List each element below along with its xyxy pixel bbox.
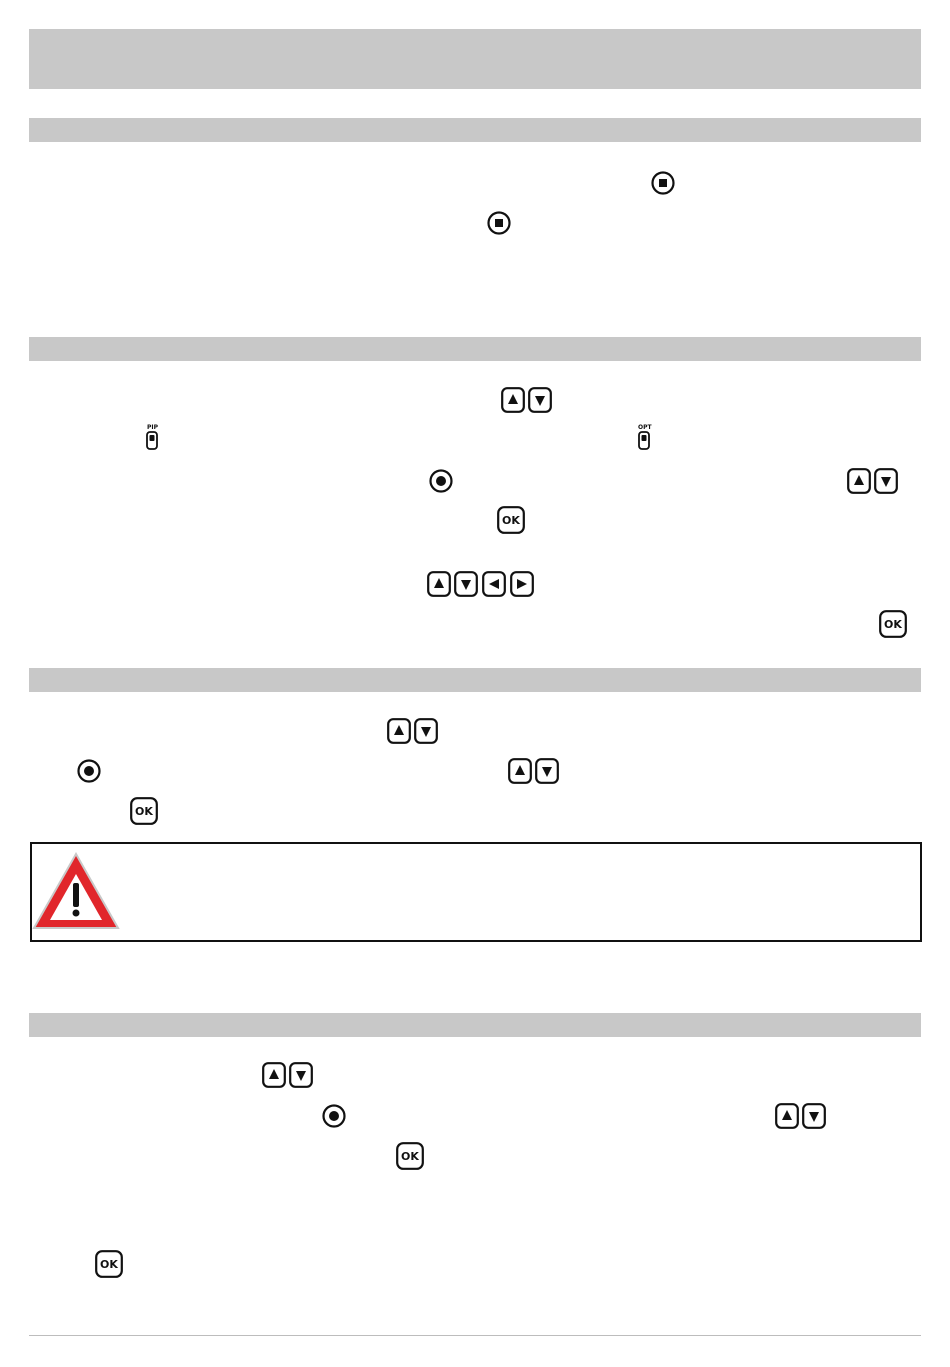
pip-key-label: PIP: [147, 424, 159, 431]
opt-key-label: OPT: [638, 424, 652, 431]
warning-box: [30, 842, 922, 942]
section-bar-1: [29, 118, 921, 142]
pip-key-icon: [146, 424, 160, 454]
footer-rule: [29, 1335, 921, 1336]
record-button-icon: [322, 1104, 346, 1128]
ok-key-icon: [130, 797, 158, 825]
opt-key-icon: [638, 424, 652, 454]
section-bar-2: [29, 337, 921, 361]
section-bar-3: [29, 668, 921, 692]
up-down-arrow-keys-icon: [508, 758, 562, 785]
stop-button-icon: [487, 211, 511, 235]
stop-button-icon: [651, 171, 675, 195]
ok-key-icon: [396, 1142, 424, 1170]
up-down-arrow-keys-icon: [262, 1062, 316, 1089]
ok-key-label: OK: [401, 1150, 419, 1163]
record-button-icon: [77, 759, 101, 783]
ok-key-label: OK: [100, 1258, 118, 1271]
record-button-icon: [429, 469, 453, 493]
section-bar-4: [29, 1013, 921, 1037]
warning-triangle-icon: [32, 850, 120, 930]
up-down-arrow-keys-icon: [501, 387, 555, 414]
header-bar: [29, 29, 921, 89]
ok-key-label: OK: [502, 514, 520, 527]
ok-key-icon: [95, 1250, 123, 1278]
up-down-arrow-keys-icon: [775, 1103, 829, 1130]
up-down-arrow-keys-icon: [847, 468, 901, 495]
four-arrow-keys-icon: [427, 571, 537, 598]
ok-key-label: OK: [135, 805, 153, 818]
ok-key-label: OK: [884, 618, 902, 631]
ok-key-icon: [879, 610, 907, 638]
up-down-arrow-keys-icon: [387, 718, 441, 745]
ok-key-icon: [497, 506, 525, 534]
